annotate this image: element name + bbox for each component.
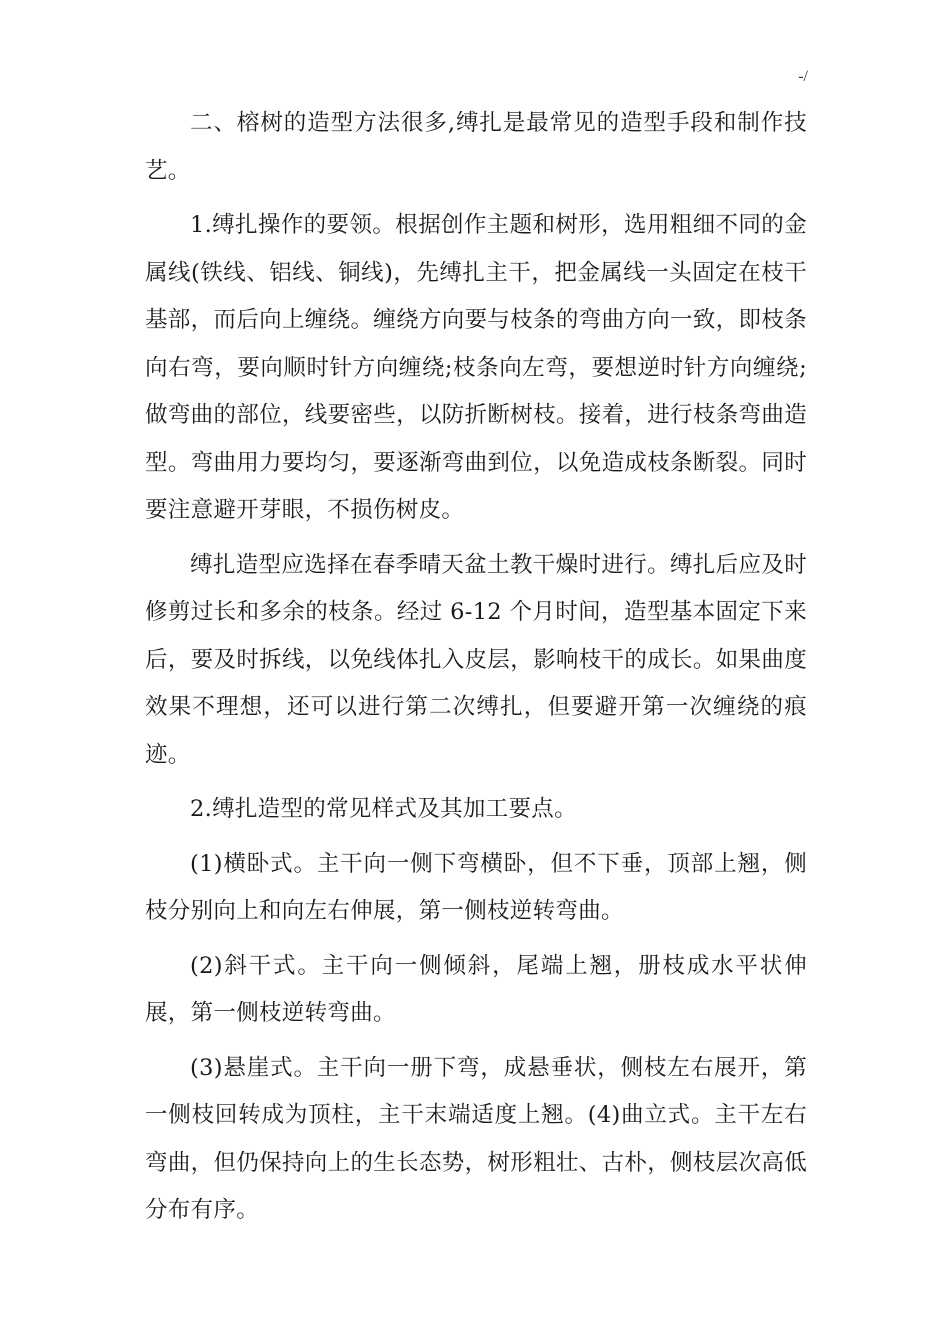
paragraph-common-styles-heading: 2.缚扎造型的常见样式及其加工要点。	[190, 796, 577, 822]
paragraph-section-two-intro: 二、榕树的造型方法很多,缚扎是最常见的造型手段和制作技艺。	[145, 110, 807, 184]
paragraph-binding-essentials: 1.缚扎操作的要领。根据创作主题和树形，选用粗细不同的金属线(铁线、铝线、铜线)，先缚扎主干，把金属线一头固定在枝干基部，而后向上缠绕。缠绕方向要与枝条的弯曲方向一致，即枝条向右弯，要向顺时针方向缠绕;枝条向左弯，要想逆时针方向缠绕;做弯曲的部位，线要密些，以防折断树枝。接着，进行枝条弯曲造型。弯曲用力要均匀，要逐渐弯曲到位，以免造成枝条断裂。同时要注意避开芽眼，不损伤树皮。	[145, 212, 807, 523]
page-marker: -/	[798, 68, 808, 85]
paragraph-style-horizontal: (1)横卧式。主干向一侧下弯横卧，但不下垂，顶部上翘，侧枝分别向上和向左右伸展，第一侧枝逆转弯曲。	[145, 850, 807, 924]
paragraph-binding-timing: 缚扎造型应选择在春季晴天盆土教干燥时进行。缚扎后应及时修剪过长和多余的枝条。经过 6-12 个月时间，造型基本固定下来后，要及时拆线，以免线体扎入皮层，影响枝干的成长。如果曲度效果不理想，还可以进行第二次缚扎，但要避开第一次缠绕的痕迹。	[145, 551, 807, 768]
paragraph-style-cascade-and-upright: (3)悬崖式。主干向一册下弯，成悬垂状，侧枝左右展开，第一侧枝回转成为顶柱，主干末端适度上翘。(4)曲立式。主干左右弯曲，但仍保持向上的生长态势，树形粗壮、古朴，侧枝层次高低分布有序。	[145, 1054, 807, 1223]
document-body	[145, 100, 807, 1235]
paragraph-style-slanting: (2)斜干式。主干向一侧倾斜，尾端上翘，册枝成水平状伸展，第一侧枝逆转弯曲。	[145, 952, 807, 1026]
